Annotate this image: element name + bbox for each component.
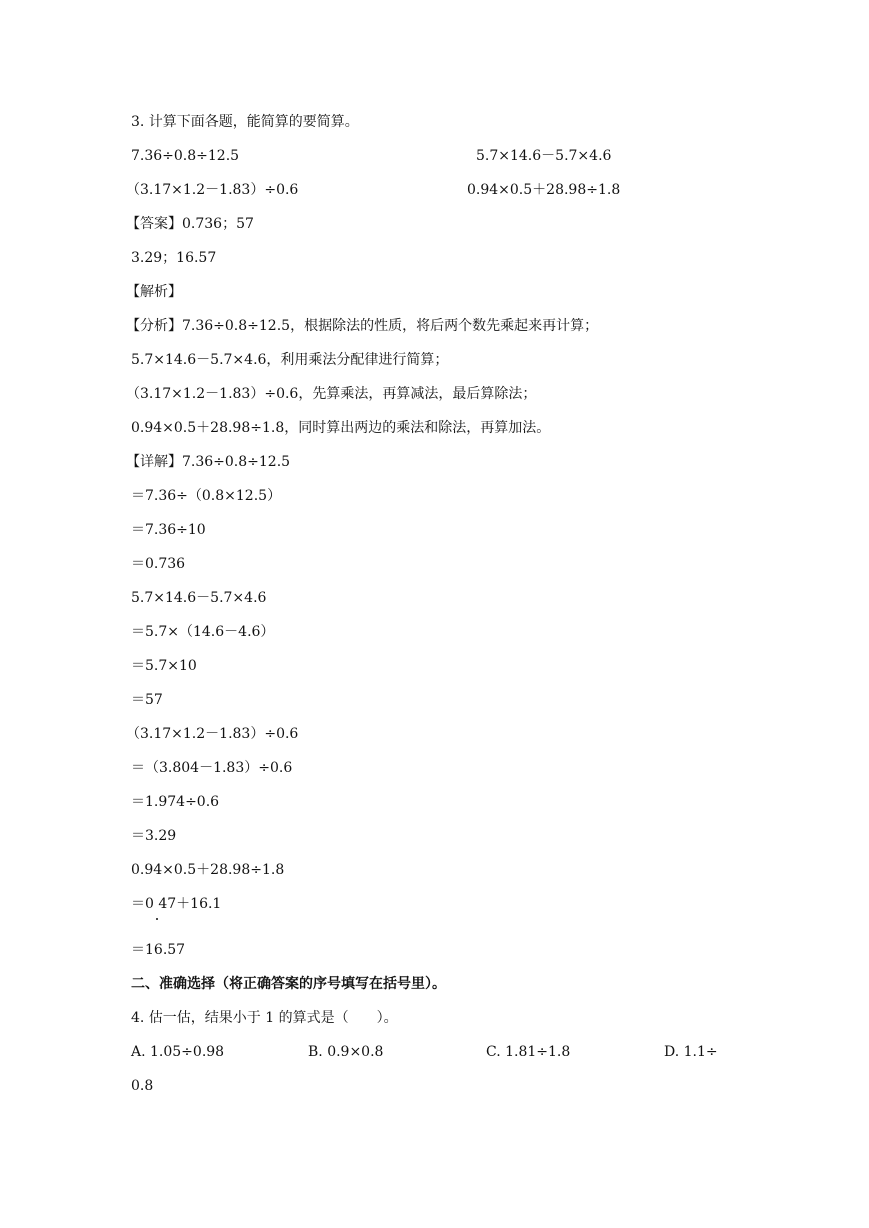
detail-line: ＝5.7×10 <box>131 658 197 674</box>
detail-line: 0.94×0.5＋28.98÷1.8 <box>131 862 285 878</box>
option-d-continued: 0.8 <box>131 1078 154 1094</box>
problem-1: 7.36÷0.8÷12.5 <box>131 148 240 164</box>
analysis-line: 0.94×0.5＋28.98÷1.8，同时算出两边的乘法和除法，再算加法。 <box>131 420 551 436</box>
problem-4: 0.94×0.5＋28.98÷1.8 <box>467 182 621 198</box>
stray-dot <box>156 918 158 920</box>
analysis-line: 【分析】7.36÷0.8÷12.5，根据除法的性质，将后两个数先乘起来再计算； <box>126 318 599 334</box>
option-d: D. 1.1÷ <box>664 1044 718 1060</box>
detail-line: ＝5.7×（14.6－4.6） <box>131 624 275 640</box>
detail-line: ＝0.736 <box>131 556 186 572</box>
detail-line: ＝3.29 <box>131 828 177 844</box>
detail-line: ＝7.36÷10 <box>131 522 206 538</box>
option-b: B. 0.9×0.8 <box>308 1044 384 1060</box>
question-4-title: 4. 估一估，结果小于 1 的算式是（ ）。 <box>131 1010 398 1026</box>
analysis-heading: 【解析】 <box>126 284 182 300</box>
detail-line: ＝57 <box>131 692 163 708</box>
answer-line-2: 3.29；16.57 <box>131 250 217 266</box>
question-3-title: 3. 计算下面各题，能简算的要简算。 <box>131 114 359 130</box>
detail-line: ＝0 47＋16.1 <box>131 896 222 912</box>
option-a: A. 1.05÷0.98 <box>131 1044 225 1060</box>
analysis-line: 5.7×14.6－5.7×4.6，利用乘法分配律进行简算； <box>131 352 449 368</box>
detail-line: ＝（3.804－1.83）÷0.6 <box>131 760 293 776</box>
detail-line: ＝7.36÷（0.8×12.5） <box>131 488 282 504</box>
option-c: C. 1.81÷1.8 <box>486 1044 571 1060</box>
problem-2: 5.7×14.6－5.7×4.6 <box>476 148 612 164</box>
analysis-line: （3.17×1.2－1.83）÷0.6，先算乘法，再算减法，最后算除法； <box>126 386 537 402</box>
problem-3: （3.17×1.2－1.83）÷0.6 <box>126 182 299 198</box>
detail-line: ＝16.57 <box>131 942 186 958</box>
detail-line: （3.17×1.2－1.83）÷0.6 <box>126 726 299 742</box>
section-2-heading: 二、准确选择（将正确答案的序号填写在括号里）。 <box>131 976 446 992</box>
detail-line: ＝1.974÷0.6 <box>131 794 220 810</box>
answer-line-1: 【答案】0.736；57 <box>126 216 254 232</box>
detail-line: 5.7×14.6－5.7×4.6 <box>131 590 267 606</box>
detail-line: 【详解】7.36÷0.8÷12.5 <box>126 454 291 470</box>
